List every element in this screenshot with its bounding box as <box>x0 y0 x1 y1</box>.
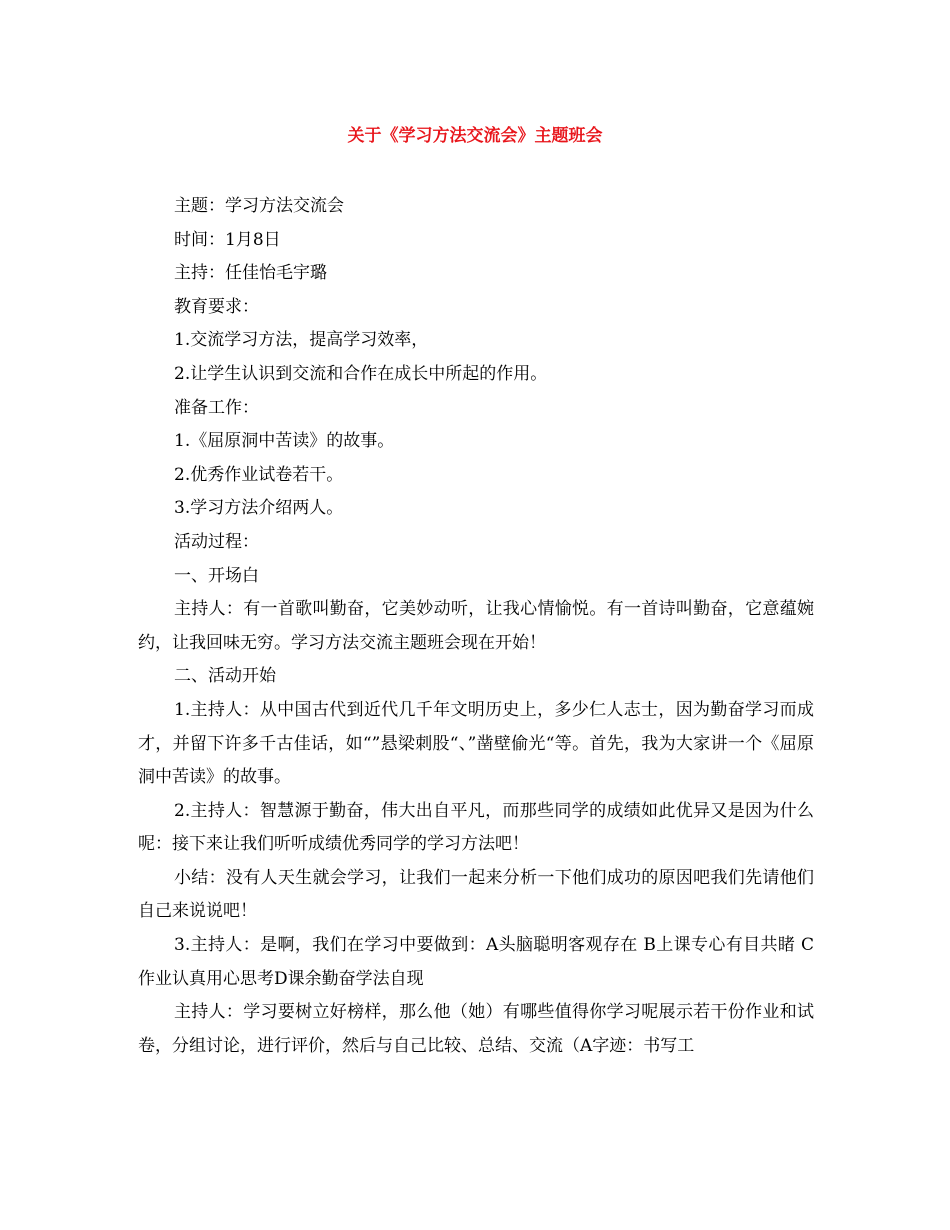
body-paragraph: 活动过程： <box>174 531 259 552</box>
body-paragraph: 时间：1月8日 <box>174 229 281 250</box>
body-paragraph: 1.《屈原洞中苦读》的故事。 <box>174 431 395 452</box>
body-paragraph: 小结：没有人天生就会学习，让我们一起来分析一下他们成功的原因吧我们先请他们自己来说说吧！ <box>138 867 814 922</box>
body-paragraph: 主题：学习方法交流会 <box>174 196 344 216</box>
document-title: 关于《学习方法交流会》主题班会 <box>347 126 603 146</box>
body-paragraph: 3.学习方法介绍两人。 <box>174 498 344 519</box>
document-body <box>138 190 814 1063</box>
body-paragraph: 2.主持人：智慧源于勤奋，伟大出自平凡，而那些同学的成绩如此优异又是因为什么呢：接下来让我们听听成绩优秀同学的学习方法吧！ <box>138 800 814 855</box>
body-paragraph: 2.优秀作业试卷若干。 <box>174 464 344 485</box>
body-paragraph: 一、开场白 <box>174 565 259 586</box>
body-paragraph: 准备工作： <box>174 397 259 418</box>
body-paragraph: 2.让学生认识到交流和合作在成长中所起的作用。 <box>174 363 548 384</box>
body-paragraph: 1.交流学习方法，提高学习效率， <box>174 330 429 351</box>
body-paragraph: 1.主持人：从中国古代到近代几千年文明历史上，多少仁人志士，因为勤奋学习而成才，并留下许多千古佳话，如“”悬梁刺股“、”凿壁偷光“等。首先，我为大家讲一个《屈原洞中苦读》的故事。 <box>138 699 814 788</box>
body-paragraph: 主持：任佳怡毛宇璐 <box>174 263 327 284</box>
body-paragraph: 主持人：有一首歌叫勤奋，它美妙动听，让我心情愉悦。有一首诗叫勤奋，它意蕴婉约，让我回味无穷。学习方法交流主题班会现在开始！ <box>138 599 814 653</box>
body-paragraph: 主持人：学习要树立好榜样，那么他（她）有哪些值得你学习呢展示若干份作业和试卷，分组讨论，进行评价，然后与自己比较、总结、交流（A字迹：书写工 <box>138 1002 814 1056</box>
body-paragraph: 教育要求： <box>174 296 259 317</box>
body-paragraph: 二、活动开始 <box>174 666 276 687</box>
body-paragraph: 3.主持人：是啊，我们在学习中要做到：A头脑聪明客观存在 B上课专心有目共睹 C作业认真用心思考D课余勤奋学法自现 <box>138 935 814 989</box>
